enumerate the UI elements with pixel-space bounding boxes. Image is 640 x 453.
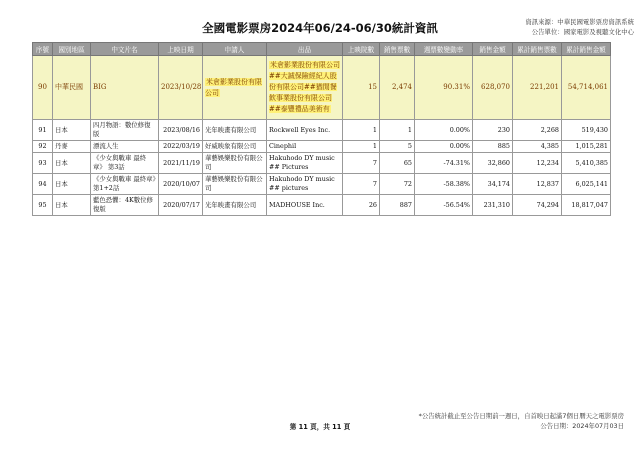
cell-tickets: 2,474 (380, 56, 415, 120)
cell-cum-tickets: 12,837 (513, 174, 562, 195)
cell-tickets: 65 (380, 153, 415, 174)
cell-no: 90 (33, 56, 53, 120)
cell-region: 日本 (53, 174, 91, 195)
cell-applicant: 光年映畫有限公司 (203, 195, 267, 216)
cell-no: 91 (33, 120, 53, 141)
cell-applicant: 華藝娛樂股份有限公司 (203, 153, 267, 174)
table-row (33, 141, 611, 153)
cell-date: 2020/10/07 (159, 174, 203, 195)
cell-region: 日本 (53, 153, 91, 174)
col-tickets: 銷售票數 (380, 43, 415, 56)
cell-region: 丹麥 (53, 141, 91, 153)
cell-title: 漂流人生 (91, 141, 159, 153)
announcement-date: 公告日期：2024年07月03日 (540, 422, 624, 430)
box-office-table (32, 42, 611, 216)
cell-date: 2023/10/28 (159, 56, 203, 120)
cell-region: 日本 (53, 120, 91, 141)
table-header-row (33, 43, 611, 56)
cell-theaters: 7 (343, 174, 380, 195)
cell-no: 94 (33, 174, 53, 195)
cell-theaters: 26 (343, 195, 380, 216)
cell-date: 2020/07/17 (159, 195, 203, 216)
cell-tickets: 5 (380, 141, 415, 153)
cell-revenue: 231,310 (473, 195, 513, 216)
cell-no: 95 (33, 195, 53, 216)
cell-theaters: 1 (343, 141, 380, 153)
cell-date: 2023/08/16 (159, 120, 203, 141)
cell-title: BIG (91, 56, 159, 120)
cell-no: 93 (33, 153, 53, 174)
cell-theaters: 15 (343, 56, 380, 120)
cell-revenue: 230 (473, 120, 513, 141)
col-theaters: 上映院數 (343, 43, 380, 56)
cell-title: 四月物語：數位修復版 (91, 120, 159, 141)
cell-title: 《少女與戰車 最終章》 第3話 (91, 153, 159, 174)
cell-tickets: 72 (380, 174, 415, 195)
col-title: 中文片名 (91, 43, 159, 56)
cell-revenue: 34,174 (473, 174, 513, 195)
cell-theaters: 7 (343, 153, 380, 174)
cell-cum-tickets: 221,201 (513, 56, 562, 120)
table-row (33, 120, 611, 141)
cell-revenue: 32,860 (473, 153, 513, 174)
publisher-line: 公告單位：國家電影及視聽文化中心 (531, 28, 634, 36)
col-applicant: 申請人 (203, 43, 267, 56)
col-date: 上映日期 (159, 43, 203, 56)
cell-cum-revenue: 5,410,385 (562, 153, 611, 174)
cell-cum-revenue: 1,015,281 (562, 141, 611, 153)
cell-date: 2022/03/19 (159, 141, 203, 153)
cell-change: -56.54% (415, 195, 473, 216)
cell-change: -58.38% (415, 174, 473, 195)
cell-change: 90.31% (415, 56, 473, 120)
cell-tickets: 1 (380, 120, 415, 141)
page-number: 第 11 頁，共 11 頁 (289, 423, 351, 431)
cell-tickets: 887 (380, 195, 415, 216)
cell-cum-revenue: 519,430 (562, 120, 611, 141)
col-no: 序號 (33, 43, 53, 56)
cell-applicant: 光年映畫有限公司 (203, 120, 267, 141)
cell-change: 0.00% (415, 120, 473, 141)
cell-change: -74.31% (415, 153, 473, 174)
col-producer: 出品 (267, 43, 343, 56)
cell-producer: Cinephil (267, 141, 343, 153)
cell-theaters: 1 (343, 120, 380, 141)
cell-cum-revenue: 18,817,047 (562, 195, 611, 216)
cell-cum-tickets: 4,385 (513, 141, 562, 153)
cell-date: 2021/11/19 (159, 153, 203, 174)
col-cum-revenue: 累計銷售金額 (562, 43, 611, 56)
col-cum-tickets: 累計銷售票數 (513, 43, 562, 56)
cell-change: 0.00% (415, 141, 473, 153)
applicant-highlight: 米倉影業股份有限公司 (205, 77, 262, 97)
cell-revenue: 628,070 (473, 56, 513, 120)
source-line: 資訊來源：中華民國電影票房資訊系統 (525, 18, 634, 26)
cell-producer: Rockwell Eyes Inc. (267, 120, 343, 141)
cell-producer: MADHOUSE Inc. (267, 195, 343, 216)
cell-cum-revenue: 6,025,141 (562, 174, 611, 195)
cell-producer: Hakuhodo DY music ## Pictures (267, 153, 343, 174)
cell-cum-tickets: 12,234 (513, 153, 562, 174)
cell-no: 92 (33, 141, 53, 153)
cell-region: 日本 (53, 195, 91, 216)
col-change: 週票數變動率 (415, 43, 473, 56)
page-title: 全國電影票房2024年06/24-06/30統計資訊 (202, 21, 438, 35)
cell-applicant: 好威映象有限公司 (203, 141, 267, 153)
col-revenue: 銷售金額 (473, 43, 513, 56)
cell-applicant (203, 56, 267, 120)
producer-highlight: 米倉影業股份有限公司##大誠保險經紀人股份有限公司##猶閒餐飲事業股份有限公司##泰豐禮品美術有 (269, 61, 340, 113)
table-row-highlighted (33, 56, 611, 120)
cell-title: 藍色恐懼：4K數位修復版 (91, 195, 159, 216)
cell-revenue: 885 (473, 141, 513, 153)
cell-cum-tickets: 74,294 (513, 195, 562, 216)
footnote-note: *公告統計截止至公告日期前一週日，自首映日起滿7個日曆天之電影票房 (418, 412, 624, 420)
table-row (33, 195, 611, 216)
cell-applicant: 華藝娛樂股份有限公司 (203, 174, 267, 195)
cell-producer (267, 56, 343, 120)
cell-title: 《少女與戰車 最終章》第1+2話 (91, 174, 159, 195)
table-row (33, 153, 611, 174)
cell-cum-tickets: 2,268 (513, 120, 562, 141)
cell-region: 中華民國 (53, 56, 91, 120)
col-region: 國別地區 (53, 43, 91, 56)
table-row (33, 174, 611, 195)
source-info (525, 17, 634, 37)
cell-cum-revenue: 54,714,061 (562, 56, 611, 120)
cell-producer: Hakuhodo DY music ## pictures (267, 174, 343, 195)
